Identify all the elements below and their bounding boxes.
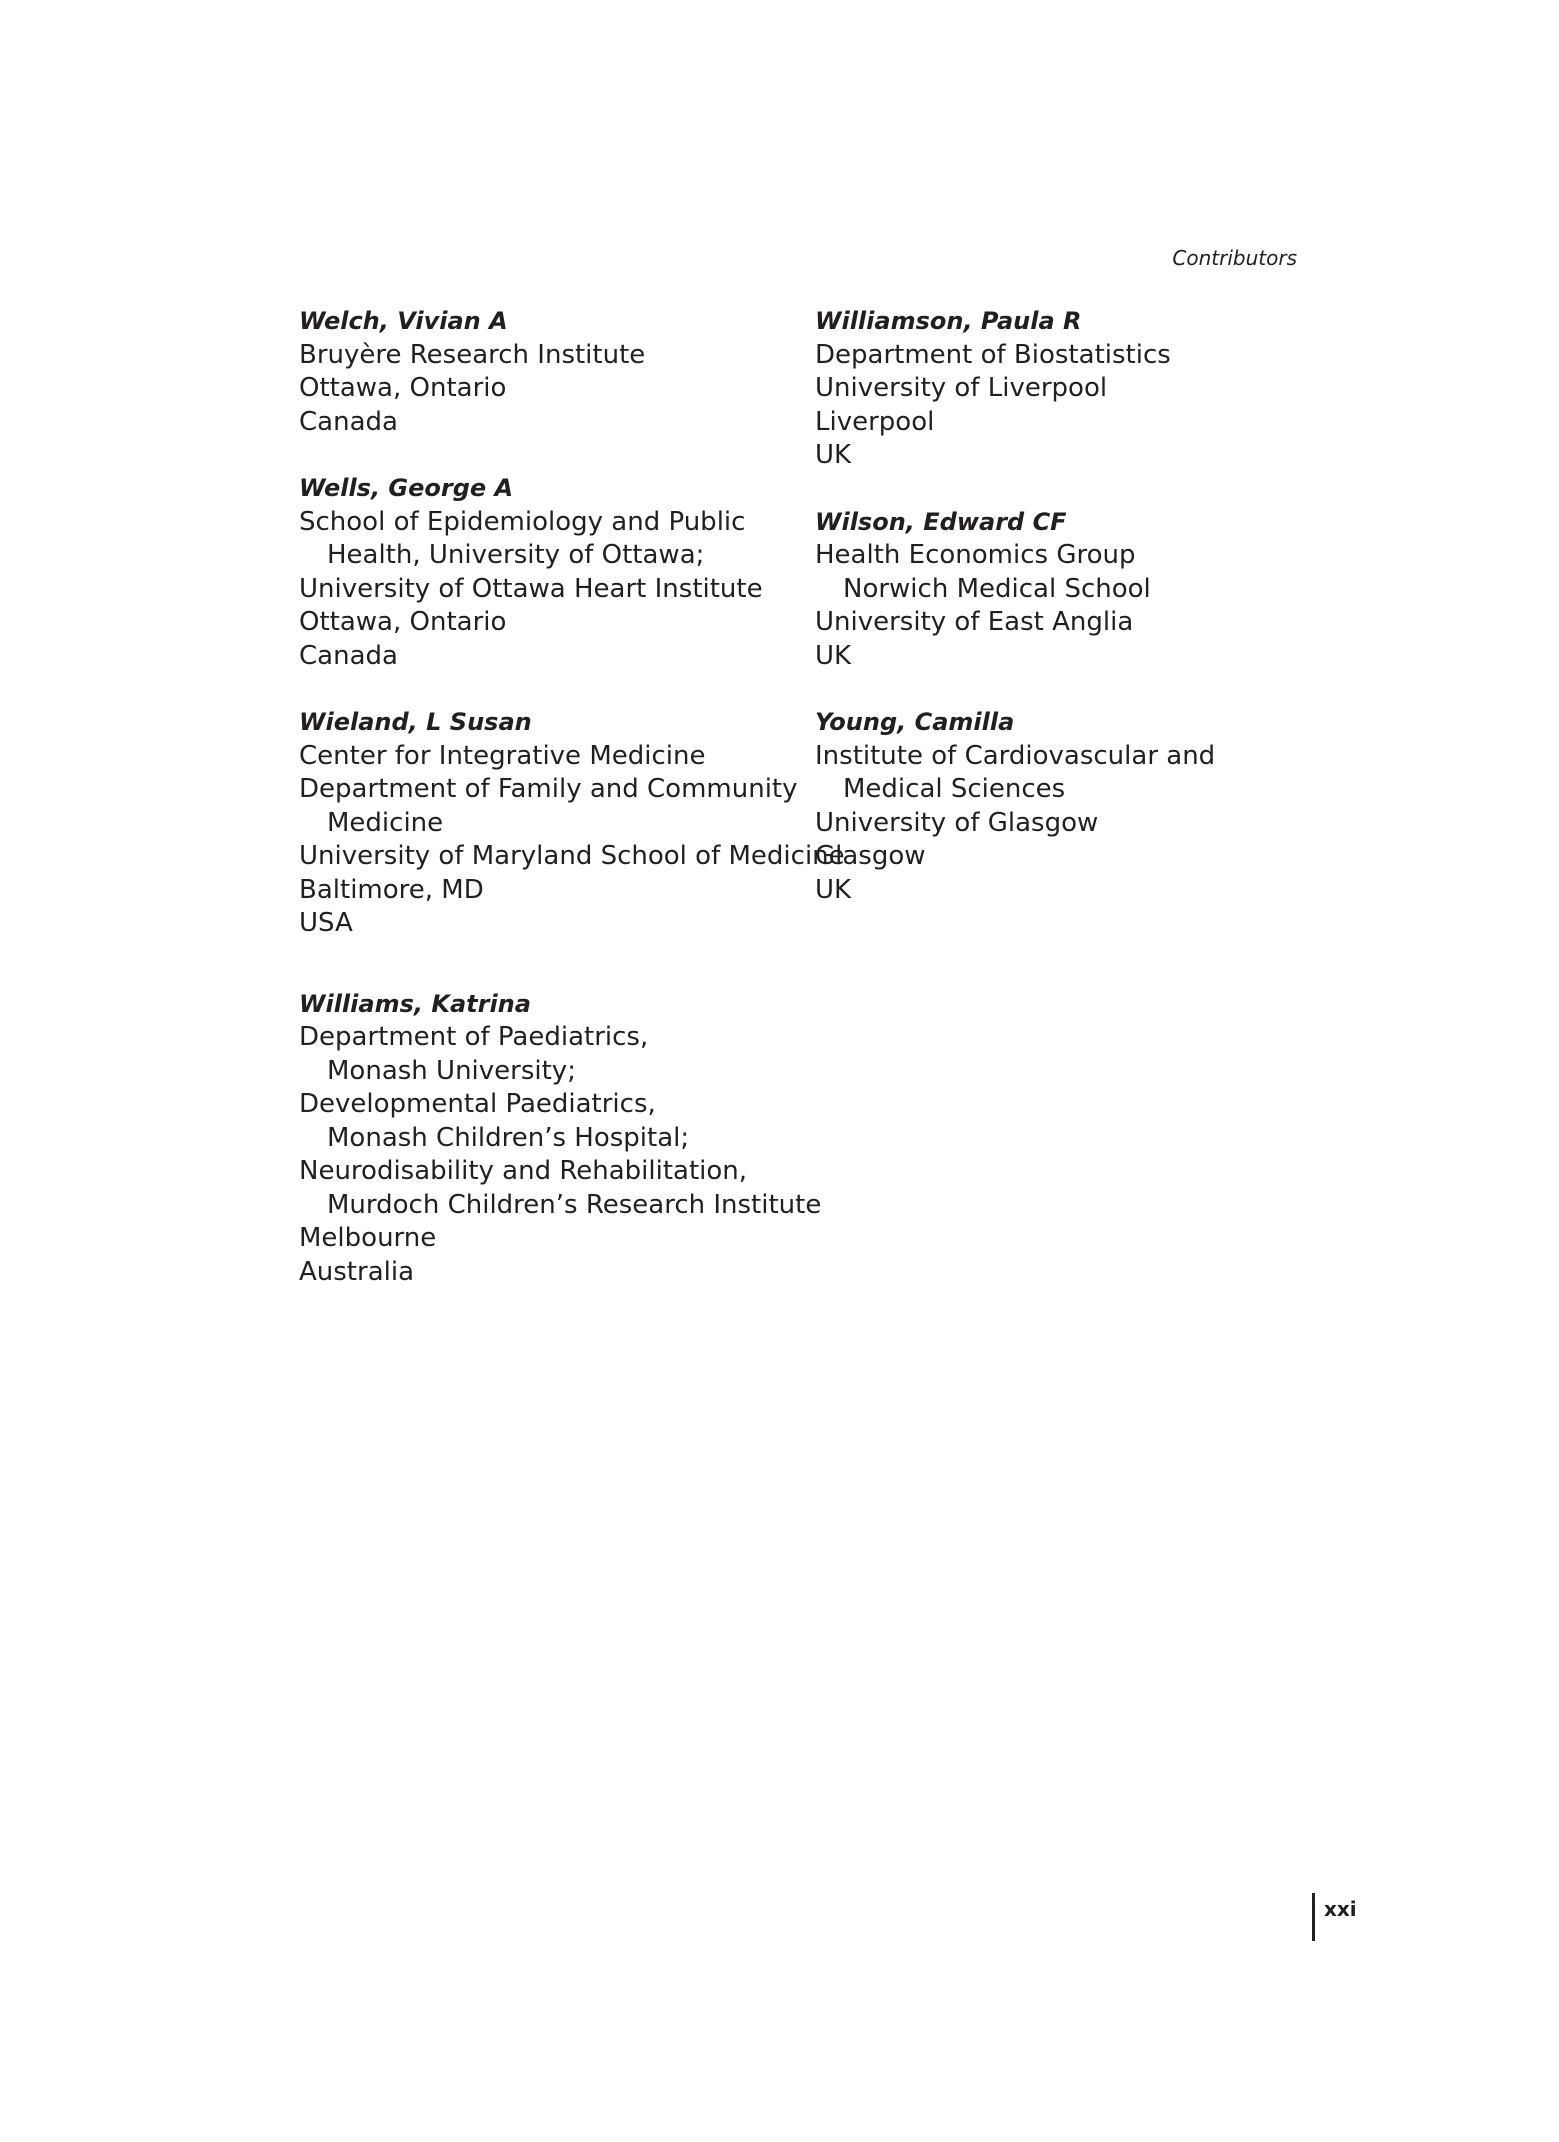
contributor-entry xyxy=(299,305,799,439)
affiliation-line: Canada xyxy=(299,640,398,671)
affiliation-line: Medical Sciences xyxy=(843,774,1066,804)
affiliation-line: Murdoch Children’s Research Institute xyxy=(327,1189,822,1220)
affiliation-line: University of Ottawa Heart Institute xyxy=(299,573,763,604)
affiliation-line: Department of Family and Community xyxy=(299,774,798,804)
affiliation-line: Glasgow xyxy=(815,841,926,871)
running-head: Contributors xyxy=(1172,246,1297,270)
affiliation-line: University of Glasgow xyxy=(815,807,1099,838)
contributor-name: Williams, Katrina xyxy=(299,989,531,1018)
contributor-entry xyxy=(815,706,1315,907)
affiliation-line: Monash Children’s Hospital; xyxy=(327,1122,690,1153)
affiliation-line: Health Economics Group xyxy=(815,540,1136,570)
affiliation-line: UK xyxy=(815,874,852,905)
affiliation-line: Bruyère Research Institute xyxy=(299,339,646,370)
contributor-name: Welch, Vivian A xyxy=(299,307,508,335)
affiliation-line: Center for Integrative Medicine xyxy=(299,740,706,771)
affiliation-line: Norwich Medical School xyxy=(843,573,1151,604)
affiliation-line: UK xyxy=(815,640,852,671)
affiliation-line: Department of Biostatistics xyxy=(815,339,1171,370)
affiliation-line: Canada xyxy=(299,406,398,437)
affiliation-line: Institute of Cardiovascular and xyxy=(815,740,1216,771)
affiliation-line: Developmental Paediatrics, xyxy=(299,1089,656,1119)
affiliation-line: Department of Paediatrics, xyxy=(299,1022,649,1052)
contributor-name: Wells, George A xyxy=(299,474,514,502)
contributor-name: Young, Camilla xyxy=(815,708,1015,736)
affiliation-line: UK xyxy=(815,440,852,470)
contributor-name: Wieland, L Susan xyxy=(299,708,532,736)
contributor-entry xyxy=(299,988,822,1290)
affiliation-line: University of East Anglia xyxy=(815,607,1134,637)
affiliation-line: Medicine xyxy=(327,807,444,838)
contributor-name: Wilson, Edward CF xyxy=(815,507,1067,536)
affiliation-line: USA xyxy=(299,908,353,938)
page-number: xxi xyxy=(1324,1897,1357,1921)
affiliation-line: Liverpool xyxy=(815,406,935,437)
affiliation-line: Monash University; xyxy=(327,1055,576,1086)
contributor-entry xyxy=(299,472,799,673)
affiliation-line: Australia xyxy=(299,1256,415,1287)
contributor-name: Williamson, Paula R xyxy=(815,307,1082,335)
affiliation-line: Baltimore, MD xyxy=(299,874,484,905)
affiliation-line: University of Maryland School of Medicine xyxy=(299,841,845,871)
contributor-entry xyxy=(815,305,1315,473)
folio-rule xyxy=(1312,1893,1315,1941)
affiliation-line: School of Epidemiology and Public xyxy=(299,506,746,537)
affiliation-line: Ottawa, Ontario xyxy=(299,607,507,637)
contributor-entry xyxy=(815,506,1315,674)
affiliation-line: Health, University of Ottawa; xyxy=(327,540,705,570)
affiliation-line: Ottawa, Ontario xyxy=(299,373,507,403)
affiliation-line: University of Liverpool xyxy=(815,373,1108,403)
affiliation-line: Melbourne xyxy=(299,1223,437,1253)
right-column xyxy=(815,305,1315,907)
affiliation-line: Neurodisability and Rehabilitation, xyxy=(299,1156,748,1186)
